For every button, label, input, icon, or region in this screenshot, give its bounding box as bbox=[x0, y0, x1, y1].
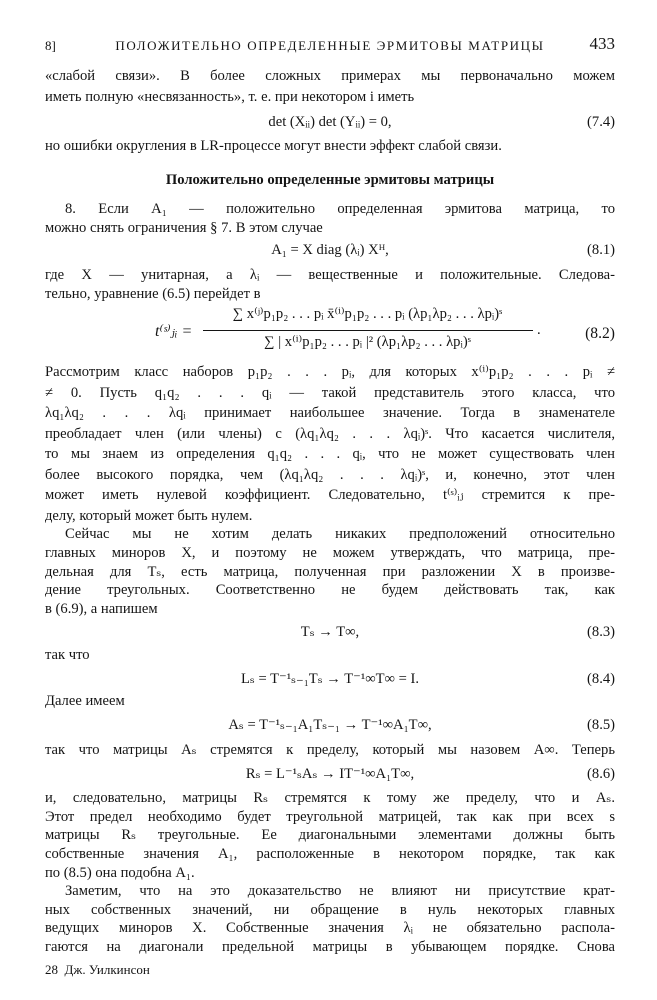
text-line: так что матрицы Aₛ стремятся к пределу, который мы назовем A∞. Теперь bbox=[45, 741, 615, 758]
text-line: λq₁λq₂ . . . λqᵢ принимает наибольшее значение. Тогда в знаменателе bbox=[45, 405, 615, 422]
header-title: ПОЛОЖИТЕЛЬНО ОПРЕДЕЛЕННЫЕ ЭРМИТОВЫ МАТРИЦЫ bbox=[115, 38, 545, 53]
text-line: так что bbox=[45, 646, 90, 663]
text-line: матрицы Rₛ треугольные. Ее диагональными элементами должны быть bbox=[45, 827, 615, 844]
header-page-number: 433 bbox=[589, 34, 615, 53]
text-line: в (6.9), а напишем bbox=[45, 600, 158, 617]
equation-lhs: t⁽ˢ⁾ⱼᵢ = bbox=[155, 322, 193, 340]
text-line: может иметь нулевой коэффициент. Следовательно, t⁽ˢ⁾ᵢⱼ стремится к пре- bbox=[45, 487, 615, 504]
equation-formula: Aₛ = T⁻¹ₛ₋₁A₁Tₛ₋₁ → T⁻¹∞A₁T∞, bbox=[228, 717, 432, 734]
text-line: Далее имеем bbox=[45, 693, 125, 710]
text-line: дение треугольных. Соответственно не будем действовать так, как bbox=[45, 582, 615, 599]
text-line: гаются на диагонали предельной матрицы в убывающем порядке. Снова bbox=[45, 939, 615, 955]
text-line: главных миноров X, и поэтому не можем утверждать, что матрица, пре- bbox=[45, 545, 615, 561]
text-line: «слабой связи». В более сложных примерах мы первоначально можем bbox=[45, 68, 615, 84]
equation-formula: det (Xᵢᵢ) det (Yᵢᵢ) = 0, bbox=[268, 113, 392, 130]
equation-number: (8.4) bbox=[587, 670, 615, 687]
footer-author: Дж. Уилкинсон bbox=[64, 962, 150, 977]
fraction-bar bbox=[203, 330, 533, 331]
text-line: Этот предел необходимо будет треугольной матрицей, так как при всех s bbox=[45, 808, 615, 825]
fraction-numerator: ∑ x⁽ʲ⁾p₁p₂ . . . pᵢ x̄⁽ⁱ⁾p₁p₂ . . . pᵢ (λp₁λp₂ . . . λpᵢ)ˢ bbox=[232, 305, 503, 322]
equation-number: (8.3) bbox=[587, 624, 615, 641]
text-line: иметь полную «несвязанность», т. е. при некотором i иметь bbox=[45, 88, 415, 105]
text-line: дельная для Tₛ, есть матрица, полученная при разложении X в произве- bbox=[45, 563, 615, 580]
text-line: можно снять ограничения § 7. В этом случае bbox=[45, 219, 323, 236]
text-line: но ошибки округления в LR-процессе могут внести эффект слабой связи. bbox=[45, 137, 502, 154]
equation-number: (8.6) bbox=[587, 765, 615, 782]
text-line: Заметим, что на это доказательство не влияют ни присутствие крат- bbox=[65, 883, 615, 900]
running-header bbox=[45, 34, 615, 58]
equation-8-2 bbox=[45, 305, 615, 363]
text-line: где X — унитарная, а λᵢ — вещественные и положительные. Следова- bbox=[45, 267, 615, 284]
text-line: Сейчас мы не хотим делать никаких предположений относительно bbox=[65, 526, 615, 543]
fraction-denominator: ∑ | x⁽ⁱ⁾p₁p₂ . . . pᵢ |² (λp₁λp₂ . . . λpᵢ)ˢ bbox=[264, 333, 471, 350]
text-line: Рассмотрим класс наборов p₁p₂ . . . pᵢ, для которых x⁽ⁱ⁾p₁p₂ . . . pᵢ ≠ bbox=[45, 364, 615, 381]
text-line: то мы знаем из определения q₁q₂ . . . qᵢ, что не может существовать член bbox=[45, 446, 615, 463]
text-line: 8. Если A₁ — положительно определенная эрмитова матрица, то bbox=[65, 201, 615, 218]
text-line: по (8.5) она подобна A₁. bbox=[45, 864, 195, 881]
text-line: делу, который может быть нулем. bbox=[45, 507, 253, 524]
equation-formula: Rₛ = L⁻¹ₛAₛ → IT⁻¹∞A₁T∞, bbox=[245, 765, 415, 782]
header-section-number: 8] bbox=[45, 38, 56, 53]
footer bbox=[45, 962, 150, 978]
equation-formula: Tₛ → T∞, bbox=[300, 624, 360, 641]
text-line: более высокого порядка, чем (λq₁λq₂ . . . λqᵢ)ˢ, и, конечно, этот член bbox=[45, 466, 615, 483]
footer-page: 28 bbox=[45, 962, 58, 977]
equation-number: (7.4) bbox=[587, 113, 615, 130]
equation-number: (8.2) bbox=[585, 324, 615, 342]
text-line: и, следовательно, матрицы Rₛ стремятся к тому же пределу, что и Aₛ. bbox=[45, 790, 615, 806]
section-title: Положительно определенные эрмитовы матрицы bbox=[165, 172, 495, 189]
equation-formula: A₁ = X diag (λᵢ) Xᴴ, bbox=[271, 242, 389, 259]
text-line: тельно, уравнение (6.5) перейдет в bbox=[45, 286, 261, 302]
equation-number: (8.5) bbox=[587, 717, 615, 734]
equation-formula: Lₛ = T⁻¹ₛ₋₁Tₛ → T⁻¹∞T∞ = I. bbox=[240, 670, 419, 687]
equation-trail: . bbox=[537, 321, 541, 338]
equation-number: (8.1) bbox=[587, 242, 615, 259]
text-line: преобладает член (или члены) с (λq₁λq₂ . . . λqᵢ)ˢ. Что касается числителя, bbox=[45, 425, 615, 442]
text-line: ≠ 0. Пусть q₁q₂ . . . qᵢ — такой представитель этого класса, что bbox=[45, 384, 615, 401]
text-line: собственные значения A₁, расположенные в некотором порядке, так как bbox=[45, 845, 615, 862]
text-line: ведущих миноров X. Собственные значения λᵢ не обязательно распола- bbox=[45, 920, 615, 937]
text-line: ных собственных значений, ни обращение в нуль некоторых главных bbox=[45, 901, 615, 918]
